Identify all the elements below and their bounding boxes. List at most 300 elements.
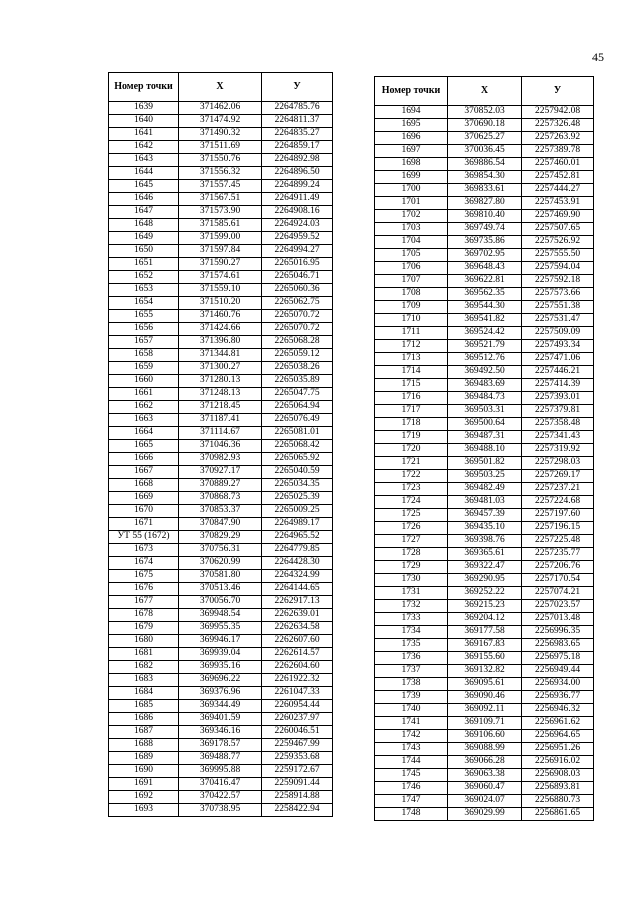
y-coordinate-cell: 2262614.57 — [262, 648, 333, 661]
table-header-row — [375, 77, 594, 106]
y-coordinate-cell: 2264911.49 — [262, 193, 333, 206]
point-number-cell: 1640 — [109, 115, 179, 128]
x-coordinate-cell: 371585.61 — [179, 219, 262, 232]
y-coordinate-cell: 2257013.48 — [522, 613, 594, 626]
x-coordinate-cell: 370581.80 — [179, 570, 262, 583]
y-coordinate-cell: 2261922.32 — [262, 674, 333, 687]
table-row — [375, 132, 594, 145]
x-coordinate-cell: 371574.61 — [179, 271, 262, 284]
x-coordinate-cell: 369500.64 — [448, 418, 522, 431]
point-number-cell: 1711 — [375, 327, 448, 340]
y-coordinate-cell: 2257573.66 — [522, 288, 594, 301]
x-coordinate-cell: 369544.30 — [448, 301, 522, 314]
point-number-cell: 1702 — [375, 210, 448, 223]
table-row — [375, 561, 594, 574]
y-coordinate-cell: 2256961.62 — [522, 717, 594, 730]
table-row — [109, 544, 333, 557]
point-number-cell: 1744 — [375, 756, 448, 769]
y-coordinate-cell: 2264144.65 — [262, 583, 333, 596]
point-number-cell: 1683 — [109, 674, 179, 687]
table-row — [375, 795, 594, 808]
point-number-cell: 1664 — [109, 427, 179, 440]
point-number-cell: 1703 — [375, 223, 448, 236]
x-coordinate-cell: 371187.41 — [179, 414, 262, 427]
point-number-cell: 1668 — [109, 479, 179, 492]
point-number-cell: 1699 — [375, 171, 448, 184]
table-row — [375, 769, 594, 782]
table-row — [375, 652, 594, 665]
table-row — [375, 782, 594, 795]
y-coordinate-cell: 2257023.57 — [522, 600, 594, 613]
y-coordinate-cell: 2256996.35 — [522, 626, 594, 639]
point-number-cell: 1718 — [375, 418, 448, 431]
y-coordinate-cell: 2265038.26 — [262, 362, 333, 375]
point-number-cell: 1657 — [109, 336, 179, 349]
point-number-cell: 1716 — [375, 392, 448, 405]
y-coordinate-cell: 2257507.65 — [522, 223, 594, 236]
x-coordinate-cell: 369886.54 — [448, 158, 522, 171]
table-row — [109, 401, 333, 414]
y-coordinate-cell: 2265040.59 — [262, 466, 333, 479]
point-number-cell: 1693 — [109, 804, 179, 817]
x-coordinate-cell: 369204.12 — [448, 613, 522, 626]
point-number-cell: 1684 — [109, 687, 179, 700]
table-row — [109, 739, 333, 752]
point-number-cell: 1652 — [109, 271, 179, 284]
y-coordinate-cell: 2257414.39 — [522, 379, 594, 392]
table-row — [375, 431, 594, 444]
x-coordinate-cell: 370036.45 — [448, 145, 522, 158]
y-coordinate-cell: 2257224.68 — [522, 496, 594, 509]
y-coordinate-cell: 2265046.71 — [262, 271, 333, 284]
y-coordinate-cell: 2265068.28 — [262, 336, 333, 349]
y-coordinate-cell: 2256880.73 — [522, 795, 594, 808]
left-table-body — [109, 102, 333, 817]
point-number-cell: 1692 — [109, 791, 179, 804]
y-coordinate-cell: 2264989.17 — [262, 518, 333, 531]
x-coordinate-cell: 369029.99 — [448, 808, 522, 821]
x-coordinate-cell: 369481.03 — [448, 496, 522, 509]
table-header-row — [109, 73, 333, 102]
y-coordinate-cell: 2257379.81 — [522, 405, 594, 418]
y-coordinate-cell: 2265025.39 — [262, 492, 333, 505]
point-number-cell: 1697 — [375, 145, 448, 158]
table-row — [375, 262, 594, 275]
point-number-cell: 1715 — [375, 379, 448, 392]
point-number-cell: 1660 — [109, 375, 179, 388]
y-coordinate-cell: 2260046.51 — [262, 726, 333, 739]
x-coordinate-cell: 369622.81 — [448, 275, 522, 288]
table-row — [375, 314, 594, 327]
table-row — [375, 535, 594, 548]
table-row — [375, 639, 594, 652]
x-coordinate-cell: 369648.43 — [448, 262, 522, 275]
x-coordinate-cell: 370690.18 — [448, 119, 522, 132]
table-row — [109, 596, 333, 609]
point-number-cell: 1712 — [375, 340, 448, 353]
point-number-cell: 1689 — [109, 752, 179, 765]
x-coordinate-cell: 369252.22 — [448, 587, 522, 600]
y-coordinate-cell: 2257444.27 — [522, 184, 594, 197]
y-coordinate-cell: 2257393.01 — [522, 392, 594, 405]
x-coordinate-cell: 369946.17 — [179, 635, 262, 648]
y-coordinate-cell: 2258422.94 — [262, 804, 333, 817]
page-number: 45 — [592, 50, 604, 64]
point-number-cell: 1682 — [109, 661, 179, 674]
y-coordinate-cell: 2257526.92 — [522, 236, 594, 249]
y-coordinate-cell: 2256949.44 — [522, 665, 594, 678]
y-coordinate-cell: 2256951.26 — [522, 743, 594, 756]
y-coordinate-cell: 2264994.27 — [262, 245, 333, 258]
point-number-cell: 1644 — [109, 167, 179, 180]
x-coordinate-cell: 369562.35 — [448, 288, 522, 301]
table-row — [109, 609, 333, 622]
y-coordinate-cell: 2257531.47 — [522, 314, 594, 327]
y-coordinate-cell: 2262917.13 — [262, 596, 333, 609]
point-number-cell: УТ 55 (1672) — [109, 531, 179, 544]
point-number-cell: 1671 — [109, 518, 179, 531]
table-row — [375, 301, 594, 314]
table-row — [375, 808, 594, 821]
x-coordinate-cell: 371550.76 — [179, 154, 262, 167]
y-coordinate-cell: 2259091.44 — [262, 778, 333, 791]
y-coordinate-cell: 2262604.60 — [262, 661, 333, 674]
point-number-cell: 1688 — [109, 739, 179, 752]
table-row — [109, 453, 333, 466]
x-coordinate-cell: 369376.96 — [179, 687, 262, 700]
table-row — [375, 678, 594, 691]
y-coordinate-cell: 2257509.09 — [522, 327, 594, 340]
x-coordinate-cell: 369177.58 — [448, 626, 522, 639]
x-coordinate-cell: 369749.74 — [448, 223, 522, 236]
point-number-cell: 1669 — [109, 492, 179, 505]
point-number-cell: 1681 — [109, 648, 179, 661]
x-coordinate-cell: 370756.31 — [179, 544, 262, 557]
x-coordinate-cell: 369457.39 — [448, 509, 522, 522]
y-coordinate-cell: 2264835.27 — [262, 128, 333, 141]
table-row — [375, 626, 594, 639]
y-coordinate-cell: 2264899.24 — [262, 180, 333, 193]
y-coordinate-cell: 2259353.68 — [262, 752, 333, 765]
x-coordinate-cell: 370513.46 — [179, 583, 262, 596]
table-row — [375, 145, 594, 158]
x-coordinate-cell: 369215.23 — [448, 600, 522, 613]
y-coordinate-cell: 2256964.65 — [522, 730, 594, 743]
point-number-cell: 1659 — [109, 362, 179, 375]
point-number-cell: 1741 — [375, 717, 448, 730]
table-row — [375, 587, 594, 600]
x-coordinate-cell: 370422.57 — [179, 791, 262, 804]
y-coordinate-cell: 2258914.88 — [262, 791, 333, 804]
point-number-cell: 1710 — [375, 314, 448, 327]
x-coordinate-cell: 369827.80 — [448, 197, 522, 210]
x-coordinate-cell: 369060.47 — [448, 782, 522, 795]
point-number-cell: 1658 — [109, 349, 179, 362]
table-row — [109, 232, 333, 245]
point-number-cell: 1676 — [109, 583, 179, 596]
point-number-cell: 1651 — [109, 258, 179, 271]
x-coordinate-cell: 370625.27 — [448, 132, 522, 145]
table-row — [375, 665, 594, 678]
y-coordinate-cell: 2265047.75 — [262, 388, 333, 401]
y-coordinate-cell: 2262634.58 — [262, 622, 333, 635]
table-row — [375, 470, 594, 483]
point-number-cell: 1696 — [375, 132, 448, 145]
point-number-cell: 1665 — [109, 440, 179, 453]
y-coordinate-cell: 2257170.54 — [522, 574, 594, 587]
point-number-cell: 1733 — [375, 613, 448, 626]
point-number-cell: 1725 — [375, 509, 448, 522]
y-coordinate-cell: 2264859.17 — [262, 141, 333, 154]
table-row — [375, 509, 594, 522]
y-coordinate-cell: 2257452.81 — [522, 171, 594, 184]
x-coordinate-cell: 369487.31 — [448, 431, 522, 444]
table-row — [109, 791, 333, 804]
point-number-cell: 1679 — [109, 622, 179, 635]
point-number-cell: 1691 — [109, 778, 179, 791]
point-number-cell: 1675 — [109, 570, 179, 583]
table-row — [109, 622, 333, 635]
y-coordinate-cell: 2257358.48 — [522, 418, 594, 431]
point-number-cell: 1743 — [375, 743, 448, 756]
x-coordinate-cell: 371599.00 — [179, 232, 262, 245]
x-coordinate-cell: 369512.76 — [448, 353, 522, 366]
point-number-cell: 1687 — [109, 726, 179, 739]
y-coordinate-cell: 2256975.18 — [522, 652, 594, 665]
table-row — [109, 687, 333, 700]
point-number-cell: 1648 — [109, 219, 179, 232]
point-number-cell: 1747 — [375, 795, 448, 808]
x-coordinate-cell: 369492.50 — [448, 366, 522, 379]
y-coordinate-cell: 2257269.17 — [522, 470, 594, 483]
y-coordinate-cell: 2264908.16 — [262, 206, 333, 219]
table-row — [109, 492, 333, 505]
x-coordinate-cell: 369955.35 — [179, 622, 262, 635]
x-coordinate-cell: 371597.84 — [179, 245, 262, 258]
table-row — [375, 353, 594, 366]
y-coordinate-cell: 2257263.92 — [522, 132, 594, 145]
point-number-cell: 1738 — [375, 678, 448, 691]
y-coordinate-cell: 2260954.44 — [262, 700, 333, 713]
y-coordinate-cell: 2264779.85 — [262, 544, 333, 557]
table-row — [375, 483, 594, 496]
point-number-cell: 1717 — [375, 405, 448, 418]
table-row — [375, 756, 594, 769]
point-number-cell: 1726 — [375, 522, 448, 535]
x-coordinate-cell: 369702.95 — [448, 249, 522, 262]
point-number-cell: 1746 — [375, 782, 448, 795]
y-coordinate-cell: 2257594.04 — [522, 262, 594, 275]
x-coordinate-cell: 369833.61 — [448, 184, 522, 197]
y-coordinate-cell: 2265070.72 — [262, 323, 333, 336]
y-coordinate-cell: 2265034.35 — [262, 479, 333, 492]
header-y: У — [522, 77, 594, 106]
table-row — [109, 388, 333, 401]
table-row — [109, 700, 333, 713]
y-coordinate-cell: 2257555.50 — [522, 249, 594, 262]
x-coordinate-cell: 370852.03 — [448, 106, 522, 119]
table-row — [375, 444, 594, 457]
x-coordinate-cell: 370416.47 — [179, 778, 262, 791]
point-number-cell: 1737 — [375, 665, 448, 678]
x-coordinate-cell: 369696.22 — [179, 674, 262, 687]
table-row — [375, 691, 594, 704]
table-row — [109, 128, 333, 141]
table-row — [109, 206, 333, 219]
point-number-cell: 1704 — [375, 236, 448, 249]
point-number-cell: 1662 — [109, 401, 179, 414]
table-row — [375, 418, 594, 431]
table-row — [109, 414, 333, 427]
y-coordinate-cell: 2261047.33 — [262, 687, 333, 700]
table-row — [109, 570, 333, 583]
y-coordinate-cell: 2265064.94 — [262, 401, 333, 414]
point-number-cell: 1695 — [375, 119, 448, 132]
table-row — [109, 661, 333, 674]
point-number-cell: 1734 — [375, 626, 448, 639]
point-number-cell: 1677 — [109, 596, 179, 609]
x-coordinate-cell: 369484.73 — [448, 392, 522, 405]
x-coordinate-cell: 369398.76 — [448, 535, 522, 548]
y-coordinate-cell: 2264896.50 — [262, 167, 333, 180]
table-row — [109, 349, 333, 362]
x-coordinate-cell: 369401.59 — [179, 713, 262, 726]
table-row — [109, 713, 333, 726]
point-number-cell: 1680 — [109, 635, 179, 648]
table-row — [109, 219, 333, 232]
point-number-cell: 1647 — [109, 206, 179, 219]
point-number-cell: 1706 — [375, 262, 448, 275]
x-coordinate-cell: 369344.49 — [179, 700, 262, 713]
x-coordinate-cell: 369092.11 — [448, 704, 522, 717]
y-coordinate-cell: 2256936.77 — [522, 691, 594, 704]
table-row — [109, 557, 333, 570]
x-coordinate-cell: 369995.88 — [179, 765, 262, 778]
point-number-cell: 1678 — [109, 609, 179, 622]
x-coordinate-cell: 369541.82 — [448, 314, 522, 327]
table-row — [109, 154, 333, 167]
y-coordinate-cell: 2257460.01 — [522, 158, 594, 171]
y-coordinate-cell: 2257197.60 — [522, 509, 594, 522]
y-coordinate-cell: 2257319.92 — [522, 444, 594, 457]
y-coordinate-cell: 2257196.15 — [522, 522, 594, 535]
point-number-cell: 1705 — [375, 249, 448, 262]
x-coordinate-cell: 369854.30 — [448, 171, 522, 184]
x-coordinate-cell: 369106.60 — [448, 730, 522, 743]
y-coordinate-cell: 2264965.52 — [262, 531, 333, 544]
y-coordinate-cell: 2265076.49 — [262, 414, 333, 427]
y-coordinate-cell: 2257446.21 — [522, 366, 594, 379]
point-number-cell: 1721 — [375, 457, 448, 470]
x-coordinate-cell: 370056.70 — [179, 596, 262, 609]
point-number-cell: 1653 — [109, 284, 179, 297]
y-coordinate-cell: 2265070.72 — [262, 310, 333, 323]
y-coordinate-cell: 2257942.08 — [522, 106, 594, 119]
table-row — [109, 336, 333, 349]
point-number-cell: 1655 — [109, 310, 179, 323]
table-row — [375, 223, 594, 236]
y-coordinate-cell: 2257453.91 — [522, 197, 594, 210]
y-coordinate-cell: 2256861.65 — [522, 808, 594, 821]
x-coordinate-cell: 369095.61 — [448, 678, 522, 691]
table-row — [375, 704, 594, 717]
x-coordinate-cell: 370829.29 — [179, 531, 262, 544]
table-row — [109, 765, 333, 778]
point-number-cell: 1727 — [375, 535, 448, 548]
point-number-cell: 1740 — [375, 704, 448, 717]
y-coordinate-cell: 2257074.21 — [522, 587, 594, 600]
x-coordinate-cell: 371490.32 — [179, 128, 262, 141]
point-number-cell: 1714 — [375, 366, 448, 379]
x-coordinate-cell: 369488.10 — [448, 444, 522, 457]
y-coordinate-cell: 2264924.03 — [262, 219, 333, 232]
point-number-cell: 1700 — [375, 184, 448, 197]
table-row — [109, 505, 333, 518]
x-coordinate-cell: 370868.73 — [179, 492, 262, 505]
y-coordinate-cell: 2257326.48 — [522, 119, 594, 132]
x-coordinate-cell: 369435.10 — [448, 522, 522, 535]
x-coordinate-cell: 369503.25 — [448, 470, 522, 483]
coordinates-table-left — [108, 72, 333, 817]
point-number-cell: 1666 — [109, 453, 179, 466]
y-coordinate-cell: 2257237.21 — [522, 483, 594, 496]
table-row — [109, 583, 333, 596]
point-number-cell: 1642 — [109, 141, 179, 154]
header-x: X — [179, 73, 262, 102]
y-coordinate-cell: 2265062.75 — [262, 297, 333, 310]
point-number-cell: 1663 — [109, 414, 179, 427]
x-coordinate-cell: 369488.77 — [179, 752, 262, 765]
y-coordinate-cell: 2257341.43 — [522, 431, 594, 444]
x-coordinate-cell: 371573.90 — [179, 206, 262, 219]
x-coordinate-cell: 370927.17 — [179, 466, 262, 479]
y-coordinate-cell: 2265059.12 — [262, 349, 333, 362]
y-coordinate-cell: 2264959.52 — [262, 232, 333, 245]
point-number-cell: 1728 — [375, 548, 448, 561]
point-number-cell: 1748 — [375, 808, 448, 821]
y-coordinate-cell: 2257389.78 — [522, 145, 594, 158]
y-coordinate-cell: 2256916.02 — [522, 756, 594, 769]
table-row — [375, 158, 594, 171]
point-number-cell: 1639 — [109, 102, 179, 115]
table-row — [375, 275, 594, 288]
table-row — [109, 102, 333, 115]
point-number-cell: 1656 — [109, 323, 179, 336]
point-number-cell: 1701 — [375, 197, 448, 210]
x-coordinate-cell: 371300.27 — [179, 362, 262, 375]
table-row — [109, 635, 333, 648]
table-row — [375, 548, 594, 561]
point-number-cell: 1646 — [109, 193, 179, 206]
header-point-number: Номер точки — [109, 73, 179, 102]
y-coordinate-cell: 2257592.18 — [522, 275, 594, 288]
y-coordinate-cell: 2256946.32 — [522, 704, 594, 717]
point-number-cell: 1731 — [375, 587, 448, 600]
y-coordinate-cell: 2265016.95 — [262, 258, 333, 271]
x-coordinate-cell: 369948.54 — [179, 609, 262, 622]
y-coordinate-cell: 2256908.03 — [522, 769, 594, 782]
x-coordinate-cell: 369167.83 — [448, 639, 522, 652]
x-coordinate-cell: 369178.57 — [179, 739, 262, 752]
x-coordinate-cell: 371344.81 — [179, 349, 262, 362]
x-coordinate-cell: 369132.82 — [448, 665, 522, 678]
table-row — [109, 323, 333, 336]
x-coordinate-cell: 369935.16 — [179, 661, 262, 674]
x-coordinate-cell: 371590.27 — [179, 258, 262, 271]
table-row — [109, 167, 333, 180]
y-coordinate-cell: 2265065.92 — [262, 453, 333, 466]
table-row — [109, 375, 333, 388]
